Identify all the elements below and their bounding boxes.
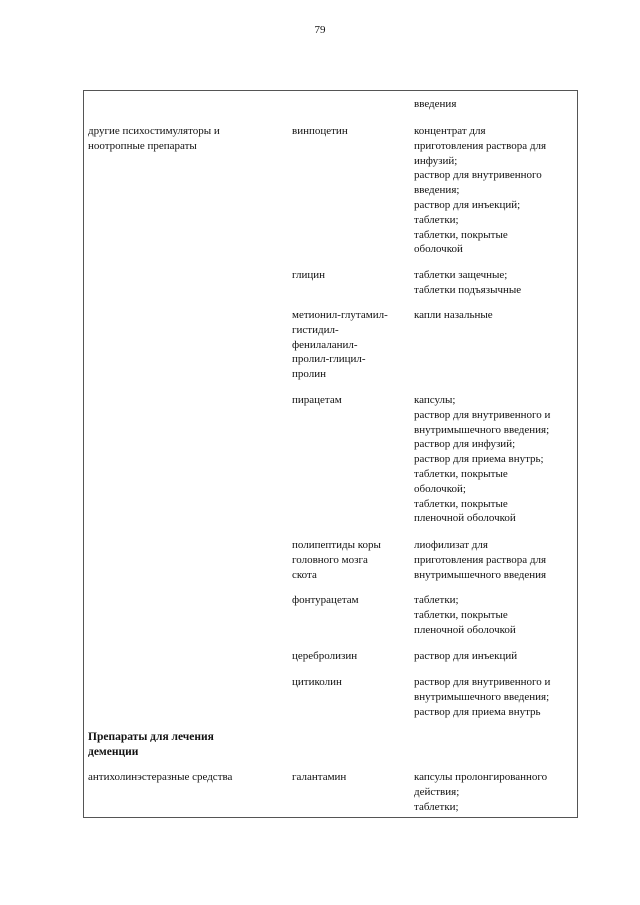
dosage-form-cell [414, 393, 579, 526]
cell-line: другие психостимуляторы и [88, 125, 220, 137]
drug-cell [292, 393, 410, 408]
cell-line: оболочкой [414, 243, 463, 256]
cell-line: раствор для внутривенного [414, 169, 542, 182]
cell-line: приготовления раствора для [414, 139, 546, 152]
cell-line: галантамин [292, 771, 347, 783]
group-cell [88, 770, 288, 785]
cell-line: лиофилизат для [414, 539, 488, 551]
cell-line: пленочной оболочкой [414, 623, 516, 636]
page-number: 79 [314, 24, 326, 36]
drug-cell [292, 649, 410, 664]
cell-line: внутримышечного введения [414, 568, 547, 581]
cell-line: таблетки; [414, 800, 459, 813]
cell-line: действия; [414, 785, 460, 798]
cell-line: гистидил- [292, 323, 339, 336]
dosage-form-cell [414, 649, 579, 664]
cell-line: фонтурацетам [292, 594, 359, 606]
cell-line: введения [414, 98, 457, 110]
cell-line: пирацетам [292, 394, 342, 406]
drug-cell [292, 593, 410, 608]
drug-cell [292, 124, 410, 139]
cell-line: деменции [88, 745, 139, 758]
cell-line: скота [292, 568, 317, 581]
cell-line: таблетки, покрытые [414, 608, 508, 621]
cell-line: таблетки; [414, 213, 459, 226]
cell-line: раствор для приема внутрь [414, 705, 541, 718]
cell-line: таблетки, покрытые [414, 467, 508, 480]
cell-line: концентрат для [414, 125, 486, 137]
cell-line: таблетки, покрытые [414, 228, 508, 241]
cell-line: Препараты для лечения [88, 731, 214, 743]
cell-line: инфузий; [414, 154, 458, 167]
cell-line: капсулы пролонгированного [414, 771, 548, 783]
cell-line: пролин [292, 368, 327, 381]
cell-line: раствор для внутривенного и [414, 676, 551, 688]
group-cell [88, 124, 288, 154]
dosage-form-cell [414, 124, 579, 257]
dosage-form-cell [414, 268, 579, 298]
cell-line: таблетки, покрытые [414, 497, 508, 510]
dosage-form-cell [414, 97, 579, 112]
cell-line: глицин [292, 269, 325, 281]
cell-line: таблетки; [414, 594, 459, 606]
dosage-form-cell [414, 593, 579, 637]
cell-line: головного мозга [292, 553, 368, 566]
drug-table [83, 90, 578, 818]
drug-cell [292, 538, 410, 582]
dosage-form-cell [414, 675, 579, 719]
cell-line: раствор для внутривенного и [414, 408, 551, 421]
cell-line: капсулы; [414, 394, 456, 406]
cell-line: капли назальные [414, 309, 493, 321]
group-cell [88, 730, 288, 760]
cell-line: таблетки защечные; [414, 269, 508, 281]
cell-line: антихолинэстеразные средства [88, 771, 233, 783]
cell-line: полипептиды коры [292, 539, 381, 551]
cell-line: цитиколин [292, 676, 342, 688]
cell-line: винпоцетин [292, 125, 348, 137]
cell-line: метионил-глутамил- [292, 309, 388, 321]
drug-cell [292, 308, 410, 382]
cell-line: раствор для приема внутрь; [414, 453, 544, 466]
dosage-form-cell [414, 308, 579, 323]
cell-line: пленочной оболочкой [414, 512, 516, 525]
cell-line: раствор для инъекций; [414, 198, 521, 211]
cell-line: раствор для инфузий; [414, 438, 516, 451]
drug-cell [292, 675, 410, 690]
cell-line: раствор для инъекций [414, 650, 518, 662]
cell-line: фенилаланил- [292, 338, 358, 351]
drug-cell [292, 770, 410, 785]
cell-line: внутримышечного введения; [414, 423, 550, 436]
drug-cell [292, 268, 410, 283]
dosage-form-cell [414, 538, 579, 582]
cell-line: таблетки подъязычные [414, 283, 522, 296]
cell-line: приготовления раствора для [414, 553, 546, 566]
cell-line: пролил-глицил- [292, 353, 366, 366]
cell-line: ноотропные препараты [88, 139, 197, 152]
cell-line: оболочкой; [414, 482, 466, 495]
dosage-form-cell [414, 770, 579, 814]
cell-line: введения; [414, 184, 460, 197]
cell-line: церебролизин [292, 650, 358, 662]
cell-line: внутримышечного введения; [414, 690, 550, 703]
